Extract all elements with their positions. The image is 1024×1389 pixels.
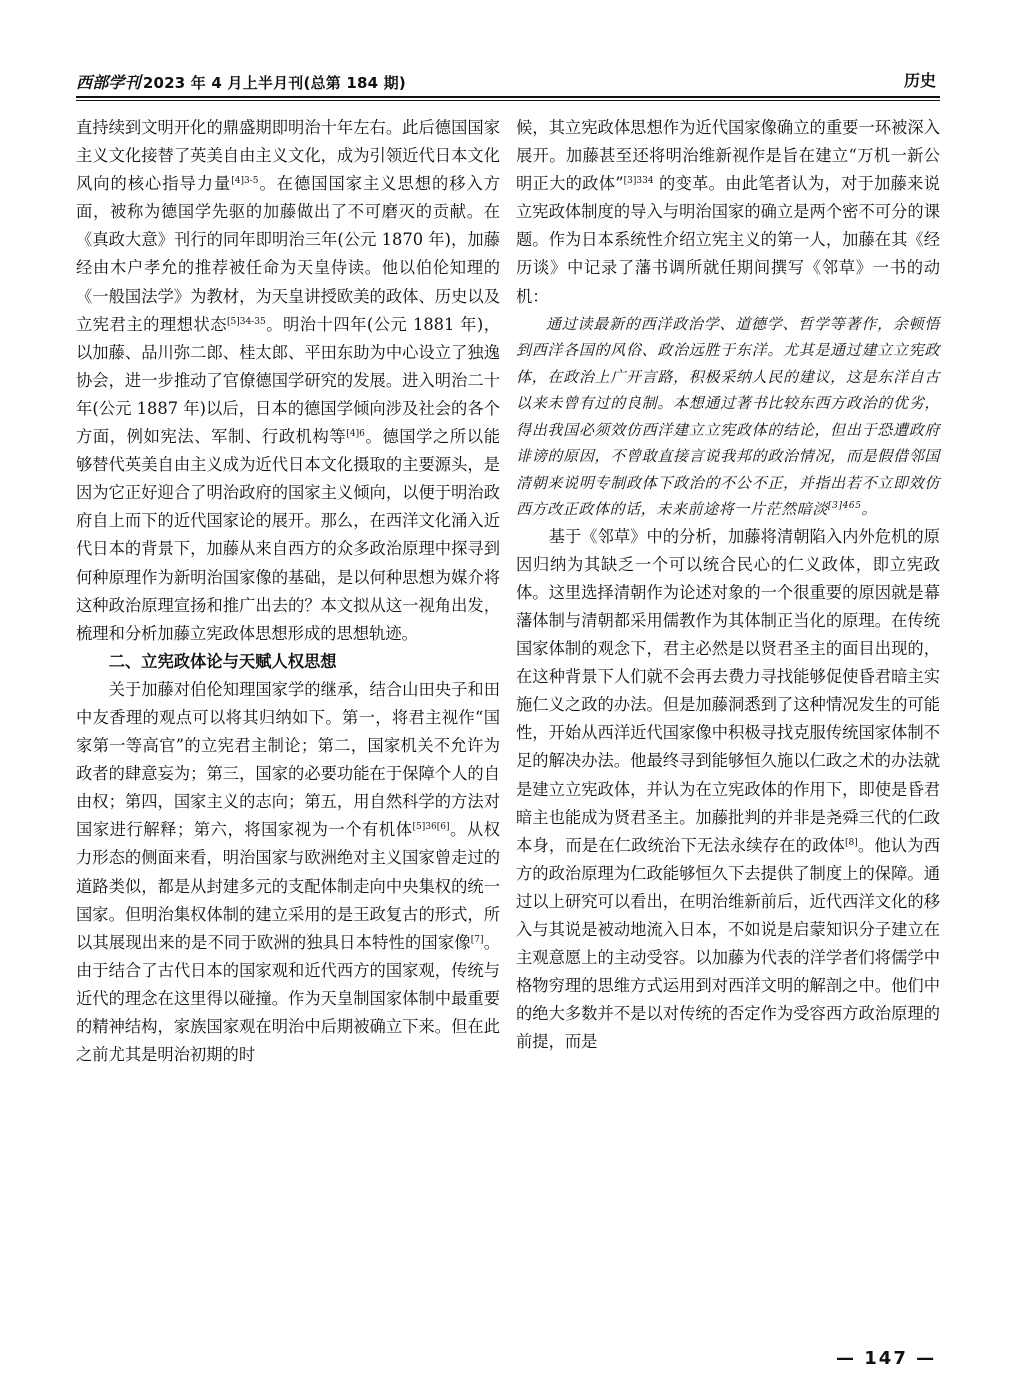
paragraph — [516, 523, 940, 1057]
text-run: 。明治十四年(公元 1881 年)，以加藤、品川弥二郎、桂太郎、平田东助为中心设立了独逸协会，进一步推动了官僚德国学研究的发展。进入明治二十年(公元 1887 年)以后，日本的德国学倾向涉及社会的各个方面，例如宪法、军制、行政机构等 — [76, 314, 500, 447]
citation: [4]6 — [346, 429, 365, 440]
section-label: 历史 — [903, 71, 936, 90]
header-rule-thin — [76, 100, 940, 101]
citation: [5]36[6] — [412, 822, 450, 833]
citation: [3]465 — [828, 501, 862, 512]
text-run: 。从权力形态的侧面来看，明治国家与欧洲绝对主义国家曾走过的道路类似，都是从封建多元的支配体制走向中央集权的统一国家。但明治集权体制的建立采用的是王政复古的形式，所以其展现出来的是不同于欧洲的独具日本特性的国家像 — [76, 820, 500, 952]
text-run: 。由于结合了古代日本的国家观和近代西方的国家观，传统与近代的理念在这里得以碰撞。作为天皇制国家体制中最重要的精神结构，家族国家观在明治中后期被确立下来。但在此之前尤其是明治初期的时 — [76, 932, 500, 1065]
right-column — [516, 114, 940, 1056]
page-number: — 147 — — [836, 1348, 937, 1369]
running-header — [76, 64, 940, 98]
paragraph — [76, 676, 500, 1069]
citation: [4]3-5 — [231, 176, 259, 187]
paragraph — [516, 114, 940, 311]
left-column — [76, 114, 500, 1069]
text-run: 直持续到文明开化的鼎盛期即明治十年左右。此后德国国家主义文化接替了英美自由主义文化，成为引领近代日本文化风向的核心指导力量 — [76, 118, 500, 194]
text-run: 的变革。由此笔者认为，对于加藤来说立宪政体制度的导入与明治国家的确立是两个密不可分的课题。作为日本系统性介绍立宪主义的第一人，加藤在其《经历谈》中记录了藩书调所就任期间撰写《邻草》一书的动机： — [516, 174, 940, 306]
text-run: 通过读最新的西洋政治学、道德学、哲学等著作，余顿悟到西洋各国的风俗、政治远胜于东洋。尤其是通过建立立宪政体，在政治上广开言路，积极采纳人民的建议，这是东洋自古以来未曾有过的良制。本想通过著书比较东西方政治的优劣，得出我国必须效仿西洋建立立宪政体的结论，但出于恐遭政府诽谤的原因，不曾敢直接言说我邦的政治情况，而是假借邻国清朝来说明专制政体下政治的不公不正，并指出若不立即效仿西方改正政体的话，未来前途将一片茫然暗淡 — [516, 314, 940, 519]
journal-title: 西部学刊 — [76, 73, 141, 92]
text-run: 基于《邻草》中的分析，加藤将清朝陷入内外危机的原因归纳为其缺乏一个可以统合民心的仁义政体，即立宪政体。这里选择清朝作为论述对象的一个很重要的原因就是幕藩体制与清朝都采用儒教作为其体制正当化的原理。在传统国家体制的观念下，君主必然是以贤君圣主的面目出现的，在这种背景下人们就不会再去费力寻找能够促使昏君暗主实施仁义之政的办法。但是加藤洞悉到了这种情况发生的可能性，开始从西洋近代国家像中积极寻找克服传统国家体制不足的解决办法。他最终寻到能够恒久施以仁政之术的办法就是建立立宪政体，并认为在立宪政体的作用下，即使是昏君暗主也能成为贤君圣主。加藤批判的并非是尧舜三代的仁政本身，而是在仁政统治下无法永续存在的政体 — [516, 526, 940, 855]
text-run: 。德国学之所以能够替代英美自由主义成为近代日本文化摄取的主要源头，是因为它正好迎合了明治政府的国家主义倾向，以便于明治政府自上而下的近代国家论的展开。那么，在西洋文化涌入近代日本的背景下，加藤从来自西方的众多政治原理中探寻到何种原理作为新明治国家像的基础，是以何种思想为媒介将这种政治原理宣扬和推广出去的？本文拟从这一视角出发，梳理和分析加藤立宪政体思想形成的思想轨迹。 — [76, 427, 500, 643]
paragraph — [76, 114, 500, 648]
issue-info: 2023 年 4 月上半月刊(总第 184 期) — [142, 74, 406, 92]
citation: [8] — [844, 837, 858, 848]
journal-masthead — [76, 70, 406, 93]
text-run: 。在德国国家主义思想的移入方面，被称为德国学先驱的加藤做出了不可磨灭的贡献。在《真政大意》刊行的同年即明治三年(公元 1870 年)，加藤经由木户孝允的推荐被任命为天皇侍读。他以伯伦知理的《一般国法学》为教材，为天皇讲授欧美的政体、历史以及立宪君主的理想状态 — [76, 174, 500, 334]
block-quote — [516, 311, 940, 523]
citation: [5]34-35 — [227, 316, 266, 327]
text-run: 。他认为西方的政治原理为仁政能够恒久下去提供了制度上的保障。通过以上研究可以看出，在明治维新前后，近代西洋文化的移入与其说是被动地流入日本，不如说是启蒙知识分子建立在主观意愿上的主动受容。以加藤为代表的洋学者们将儒学中格物穷理的思维方式运用到对西洋文明的解剖之中。他们中的绝大多数并不是以对传统的否定作为受容西方政治原理的前提，而是 — [516, 835, 940, 1052]
text-run: 关于加藤对伯伦知理国家学的继承，结合山田央子和田中友香理的观点可以将其归纳如下。第一，将君主视作“国家第一等高官”的立宪君主制论；第二，国家机关不允许为政者的肆意妄为；第三，国家的必要功能在于保障个人的自由权；第四，国家主义的志向；第五，用自然科学的方法对国家进行解释；第六，将国家视为一个有机体 — [76, 679, 500, 840]
citation: [3]334 — [623, 176, 654, 187]
text-run: 。 — [861, 500, 878, 519]
header-rule — [76, 96, 940, 98]
text-run: 候，其立宪政体思想作为近代国家像确立的重要一环被深入展开。加藤甚至还将明治维新视作是旨在建立“万机一新公明正大的政体” — [516, 118, 940, 194]
section-heading: 二、立宪政体论与天赋人权思想 — [108, 651, 337, 671]
citation: [7] — [470, 934, 484, 945]
